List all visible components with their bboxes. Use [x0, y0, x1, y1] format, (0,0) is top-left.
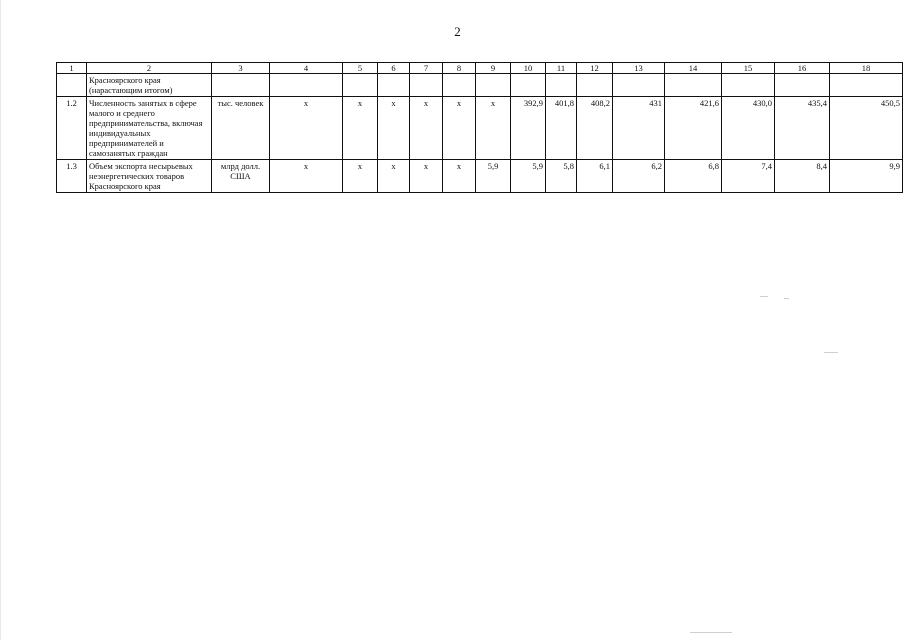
indicator-value [343, 74, 378, 97]
column-number-13: 14 [665, 63, 722, 74]
indicator-value [722, 74, 775, 97]
indicator-value [511, 74, 546, 97]
indicator-value: 5,9 [511, 160, 546, 193]
indicator-value: x [378, 97, 410, 160]
indicator-number: 1.2 [57, 97, 87, 160]
indicator-value: 6,2 [613, 160, 665, 193]
column-number-15: 16 [775, 63, 830, 74]
indicator-value: x [343, 160, 378, 193]
column-number-5: 6 [378, 63, 410, 74]
column-number-0: 1 [57, 63, 87, 74]
indicator-value: 6,1 [577, 160, 613, 193]
indicator-value [410, 74, 443, 97]
column-number-16: 18 [830, 63, 903, 74]
indicator-value: x [476, 97, 511, 160]
column-number-2: 3 [212, 63, 270, 74]
indicator-name: Объем экспорта несырьевых неэнергетических товаров Красноярского края [87, 160, 212, 193]
indicator-number [57, 74, 87, 97]
column-number-9: 10 [511, 63, 546, 74]
indicator-value [270, 74, 343, 97]
indicator-value: x [378, 160, 410, 193]
indicator-value [443, 74, 476, 97]
indicator-value: 430,0 [722, 97, 775, 160]
indicator-value: 401,8 [546, 97, 577, 160]
column-number-12: 13 [613, 63, 665, 74]
column-number-8: 9 [476, 63, 511, 74]
table-row [57, 97, 903, 160]
column-number-3: 4 [270, 63, 343, 74]
indicator-value: 8,4 [775, 160, 830, 193]
indicator-value: 431 [613, 97, 665, 160]
column-number-1: 2 [87, 63, 212, 74]
indicator-value: 5,8 [546, 160, 577, 193]
column-number-10: 11 [546, 63, 577, 74]
table-header-row [57, 63, 903, 74]
indicator-value [830, 74, 903, 97]
indicator-value: 5,9 [476, 160, 511, 193]
indicator-value: 6,8 [665, 160, 722, 193]
indicator-value [577, 74, 613, 97]
scan-speck [784, 298, 789, 299]
table-row [57, 160, 903, 193]
indicator-value: 392,9 [511, 97, 546, 160]
indicator-unit [212, 74, 270, 97]
indicators-table [56, 62, 903, 193]
scan-speck [690, 632, 732, 633]
indicator-value: x [443, 160, 476, 193]
indicator-value [613, 74, 665, 97]
indicator-value: x [410, 97, 443, 160]
indicator-unit: млрд долл. США [212, 160, 270, 193]
indicator-value: 450,5 [830, 97, 903, 160]
indicator-value: 421,6 [665, 97, 722, 160]
column-number-6: 7 [410, 63, 443, 74]
scan-speck [824, 352, 838, 353]
column-number-11: 12 [577, 63, 613, 74]
table-row [57, 74, 903, 97]
indicator-value: 435,4 [775, 97, 830, 160]
indicator-value: x [270, 160, 343, 193]
indicator-value [775, 74, 830, 97]
indicator-value: 408,2 [577, 97, 613, 160]
indicator-value [378, 74, 410, 97]
scan-speck [760, 296, 768, 297]
indicator-value: x [410, 160, 443, 193]
indicator-value: 7,4 [722, 160, 775, 193]
column-number-4: 5 [343, 63, 378, 74]
column-number-7: 8 [443, 63, 476, 74]
indicator-name: Численность занятых в сфере малого и среднего предпринимательства, включая индивидуальных предпринимателей и самозанятых граждан [87, 97, 212, 160]
indicator-value: x [343, 97, 378, 160]
indicator-value [476, 74, 511, 97]
indicator-value [546, 74, 577, 97]
scan-edge-line [0, 0, 1, 640]
indicator-name: Красноярского края (нарастающим итогом) [87, 74, 212, 97]
indicator-value: 9,9 [830, 160, 903, 193]
page-number: 2 [454, 24, 461, 39]
indicator-value [665, 74, 722, 97]
indicator-value: x [270, 97, 343, 160]
indicator-number: 1.3 [57, 160, 87, 193]
indicator-unit: тыс. человек [212, 97, 270, 160]
column-number-14: 15 [722, 63, 775, 74]
indicator-value: x [443, 97, 476, 160]
